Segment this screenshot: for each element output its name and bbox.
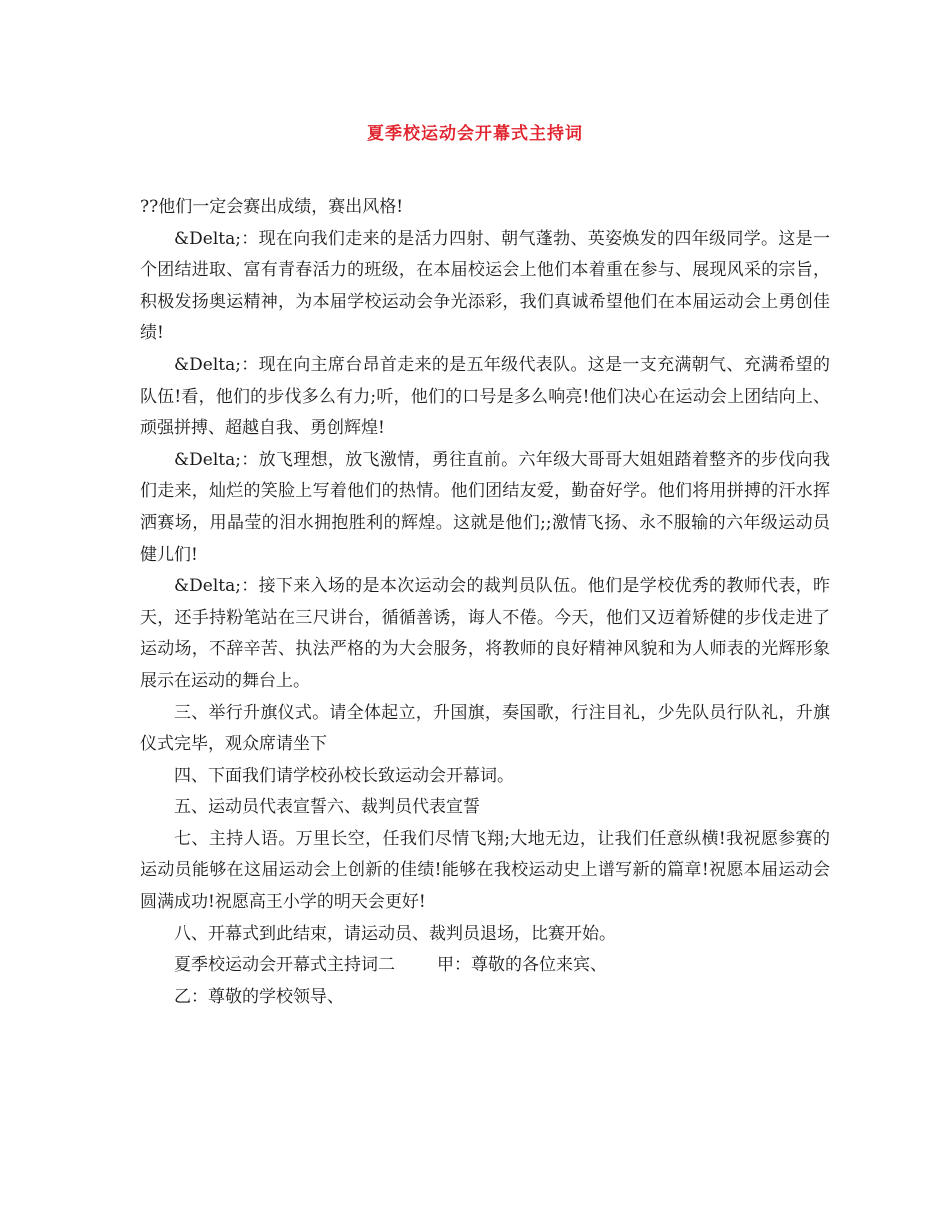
- last-line: 乙：尊敬的学校领导、: [174, 986, 344, 1007]
- paragraph-6: 四、下面我们请学校孙校长致运动会开幕词。: [174, 765, 514, 786]
- document-title: 夏季校运动会开幕式主持词: [367, 124, 583, 144]
- second-title-line: [140, 950, 830, 982]
- paragraph-4: &Delta;：接下来入场的是本次运动会的裁判员队伍。他们是学校优秀的教师代表，昨天，还手持粉笔站在三尺讲台，循循善诱，诲人不倦。今天，他们又迈着矫健的步伐走进了运动场，不辞辛苦、执法严格的为大会服务，将教师的良好精神风貌和为人师表的光辉形象展示在运动的舞台上。: [140, 576, 830, 691]
- paragraph-1: &Delta;：现在向我们走来的是活力四射、朝气蓬勃、英姿焕发的四年级同学。这是一个团结进取、富有青春活力的班级，在本届校运会上他们本着重在参与、展现风采的宗旨，积极发扬奥运精神，为本届学校运动会争光添彩，我们真诚希望他们在本届运动会上勇创佳绩!: [140, 228, 830, 344]
- paragraph-9: 八、开幕式到此结束，请运动员、裁判员退场，比赛开始。: [174, 923, 616, 944]
- paragraph-8: 七、主持人语。万里长空，任我们尽情飞翔;大地无边，让我们任意纵横!我祝愿参赛的运动员能够在这届运动会上创新的佳绩!能够在我校运动史上谱写新的篇章!祝愿本届运动会圆满成功!祝愿高王小学的明天会更好!: [140, 828, 830, 913]
- paragraph-7: 五、运动员代表宣誓六、裁判员代表宣誓: [174, 797, 480, 818]
- document-body: [140, 192, 830, 1013]
- paragraph-5: 三、举行升旗仪式。请全体起立，升国旗，奏国歌，行注目礼，少先队员行队礼，升旗仪式完毕，观众席请坐下: [140, 702, 830, 755]
- second-title-speaker: 甲：尊敬的各位来宾、: [437, 955, 607, 976]
- paragraph-0: ??他们一定会赛出成绩，赛出风格!: [140, 197, 404, 217]
- second-title: 夏季校运动会开幕式主持词二: [174, 955, 395, 976]
- paragraph-2: &Delta;：现在向主席台昂首走来的是五年级代表队。这是一支充满朝气、充满希望的队伍!看，他们的步伐多么有力;听，他们的口号是多么响亮!他们决心在运动会上团结向上、顽强拼搏、超越自我、勇创辉煌!: [140, 354, 830, 439]
- paragraph-3: &Delta;：放飞理想，放飞激情，勇往直前。六年级大哥哥大姐姐踏着整齐的步伐向我们走来，灿烂的笑脸上写着他们的热情。他们团结友爱，勤奋好学。他们将用拼搏的汗水挥洒赛场，用晶莹的泪水拥抱胜利的辉煌。这就是他们;;激情飞扬、永不服输的六年级运动员健儿们!: [140, 449, 830, 565]
